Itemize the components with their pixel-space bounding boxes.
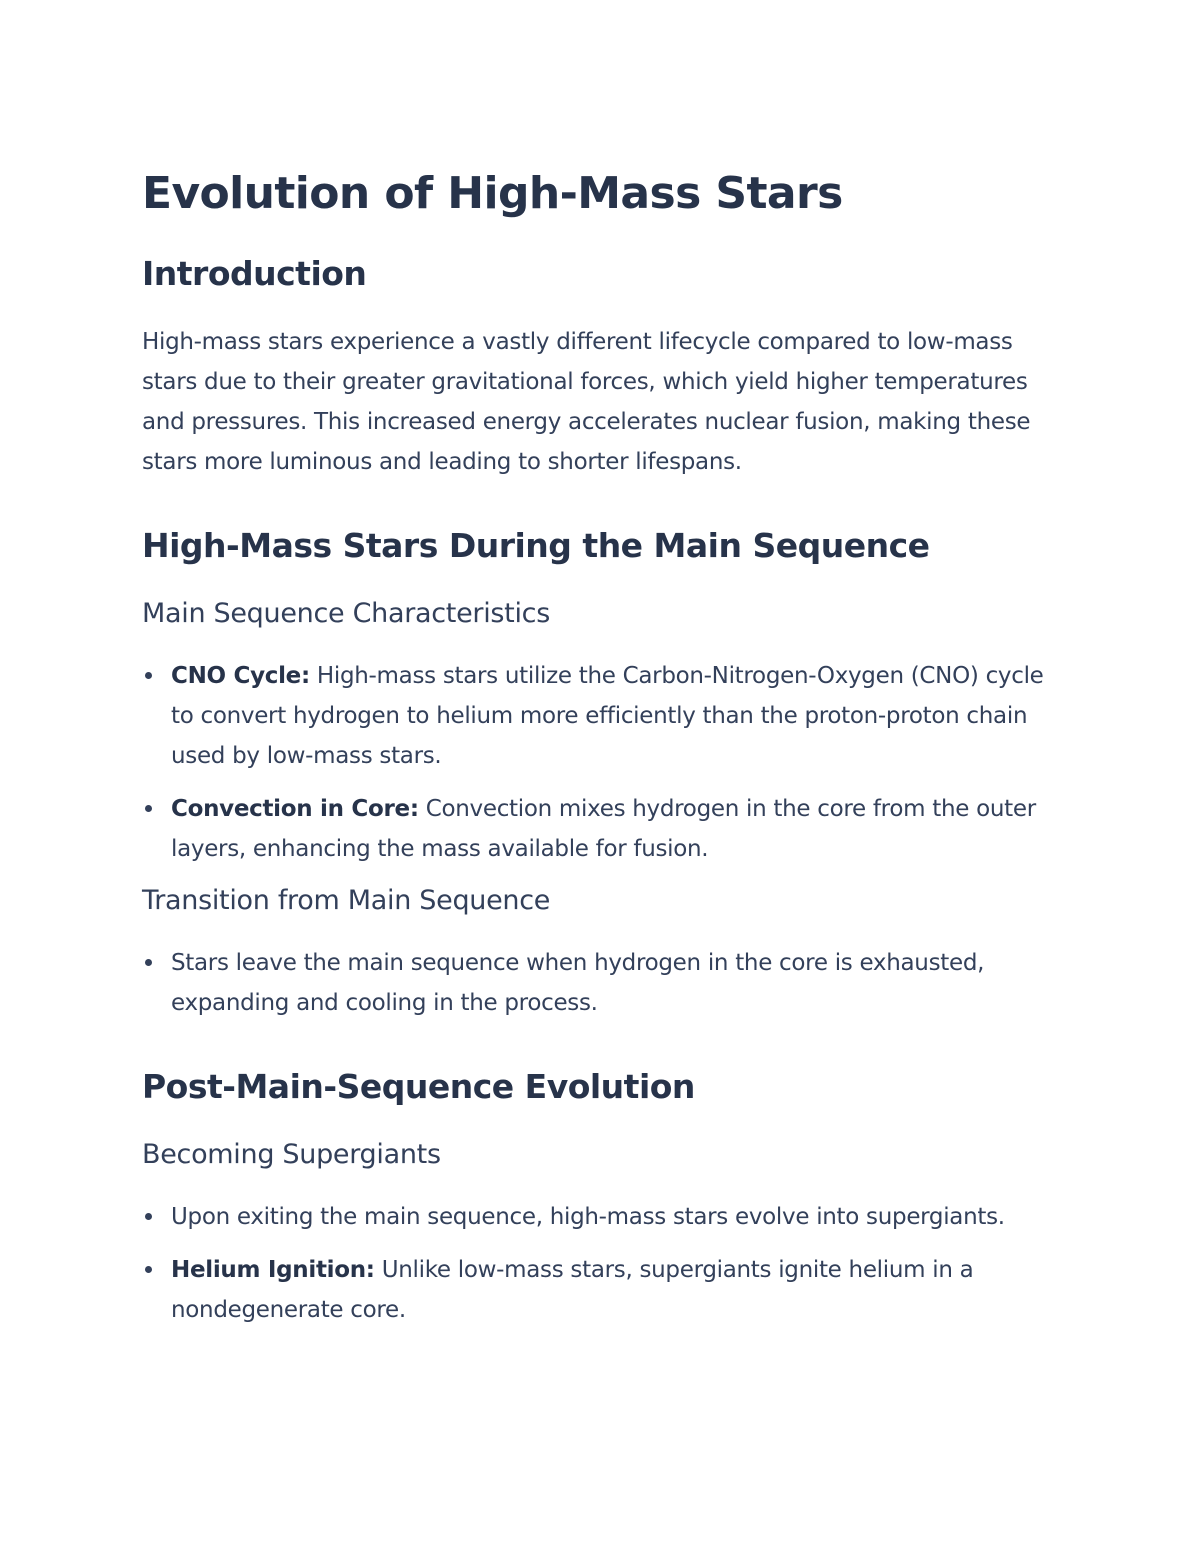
bullet-icon [145, 805, 152, 812]
bullet-icon [145, 959, 152, 966]
list-item-term: CNO Cycle: [171, 663, 310, 689]
list-item [142, 656, 1062, 776]
list-item [142, 943, 1062, 1023]
document-page [142, 166, 1062, 1330]
list-item-text: Stars leave the main sequence when hydrogen in the core is exhausted, expanding and cooling in the process. [171, 950, 985, 1016]
list-item [142, 789, 1062, 869]
list-item-text: Convection mixes hydrogen in the core from the outer layers, enhancing the mass available for fusion. [171, 796, 1036, 862]
list-item [142, 1250, 1062, 1330]
list-item [142, 1197, 1062, 1237]
section-heading-post-main-sequence: Post-Main-Sequence Evolution [142, 1067, 695, 1106]
list-item-term: Helium Ignition: [171, 1257, 375, 1283]
bullet-icon [145, 1213, 152, 1220]
page-title: Evolution of High-Mass Stars [142, 168, 843, 219]
bullet-icon [145, 672, 152, 679]
transition-list [142, 943, 1062, 1023]
list-item-text: Unlike low-mass stars, supergiants ignite helium in a nondegenerate core. [171, 1257, 974, 1323]
section-heading-main-sequence: High-Mass Stars During the Main Sequence [142, 526, 930, 565]
supergiants-list [142, 1197, 1062, 1330]
introduction-paragraph: High-mass stars experience a vastly different lifecycle compared to low-mass stars due to their greater gravitational forces, which yield higher temperatures and pressures. This increased energy accelerates nuclear fusion, making these stars more luminous and leading to shorter lifespans. [142, 329, 1031, 475]
subheading-transition-from-main-sequence: Transition from Main Sequence [142, 885, 551, 916]
list-item-term: Convection in Core: [171, 796, 419, 822]
list-item-text: High-mass stars utilize the Carbon-Nitrogen-Oxygen (CNO) cycle to convert hydrogen to helium more efficiently than the proton-proton chain used by low-mass stars. [171, 663, 1044, 769]
list-item-text: Upon exiting the main sequence, high-mass stars evolve into supergiants. [171, 1204, 1005, 1230]
subheading-main-sequence-characteristics: Main Sequence Characteristics [142, 598, 550, 629]
section-heading-introduction: Introduction [142, 254, 367, 293]
characteristics-list [142, 656, 1062, 869]
subheading-becoming-supergiants: Becoming Supergiants [142, 1139, 441, 1170]
bullet-icon [145, 1266, 152, 1273]
